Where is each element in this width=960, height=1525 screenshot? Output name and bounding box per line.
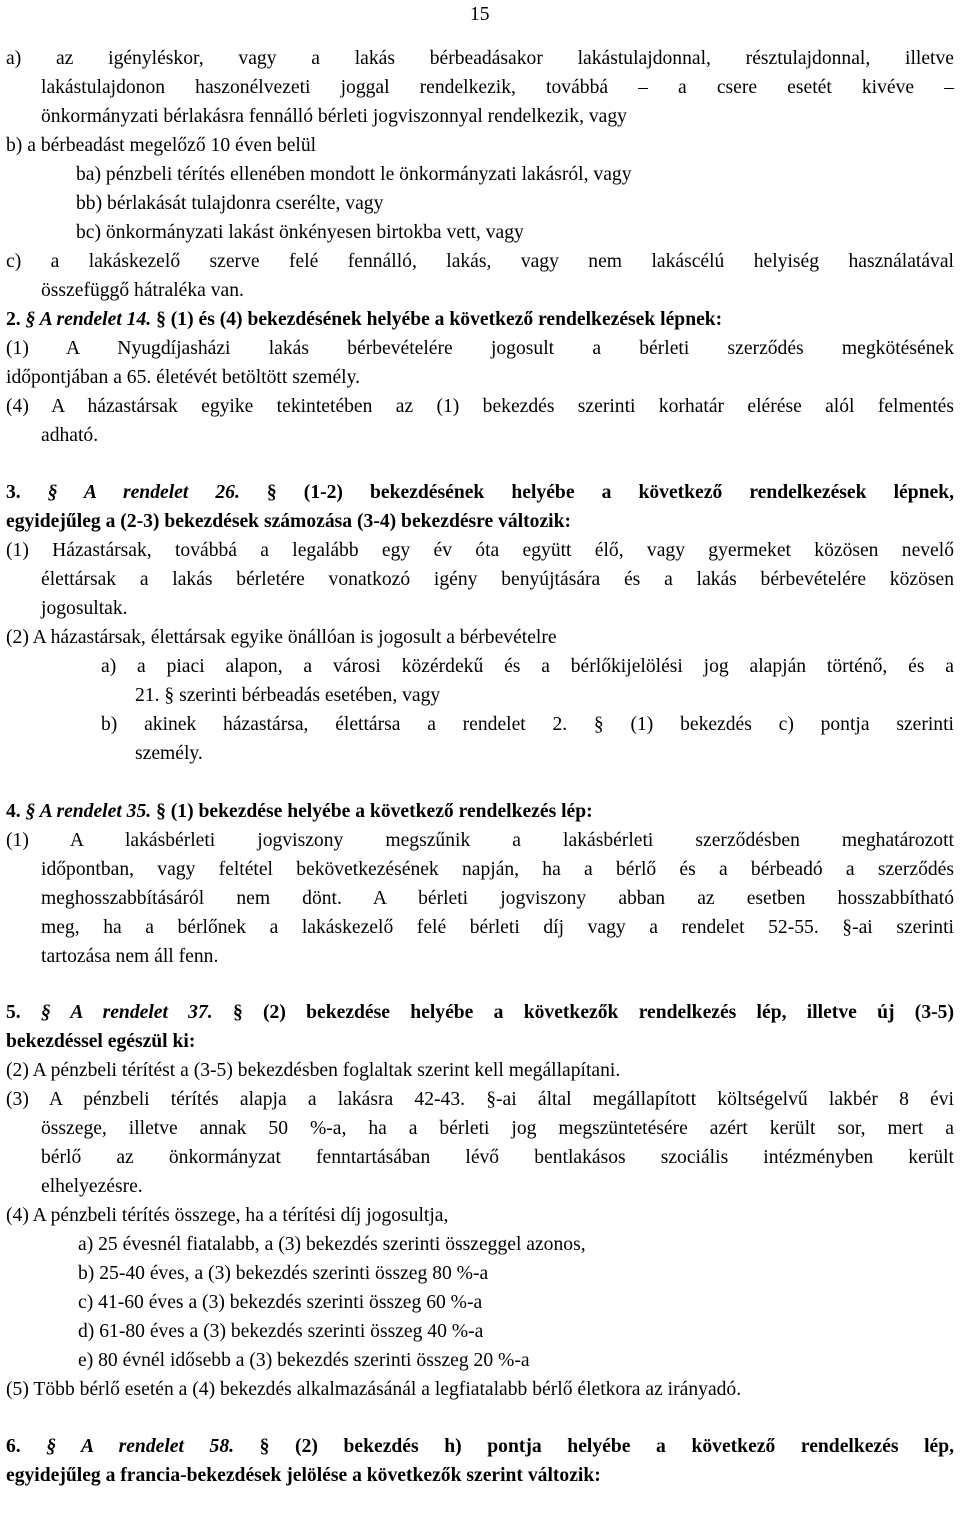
text-line: c) 41-60 éves a (3) bekezdés szerinti összeg 60 %-a — [78, 1292, 483, 1313]
text-line: személy. — [135, 743, 203, 764]
text-line: b) 25-40 éves, a (3) bekezdés szerinti összeg 80 %-a — [78, 1263, 489, 1284]
text-line: bb) bérlakását tulajdonra cserélte, vagy — [76, 193, 384, 214]
text-line: e) 80 évnél idősebb a (3) bekezdés szerinti összeg 20 %-a — [78, 1350, 530, 1371]
text-line: (4) A pénzbeli térítés összege, ha a térítési díj jogosultja, — [6, 1205, 449, 1226]
text-line: a) az igényléskor, vagy a lakás bérbeadásakor lakástulajdonnal, résztulajdonnal, illetve — [6, 48, 954, 69]
text-line: meghosszabbításáról nem dönt. A bérleti jogviszony abban az esetben hosszabbítható — [41, 888, 954, 909]
text-line: összege, illetve annak 50 %-a, ha a bérleti jog megszüntetésére azért került sor, mert a — [41, 1118, 954, 1139]
section-number: 6. — [6, 1436, 21, 1457]
section-number: 3. — [6, 482, 21, 503]
section-heading-text: § (1-2) bekezdésének helyébe a következő rendelkezések lépnek, — [266, 482, 954, 503]
text-line: (4) A házastársak egyike tekintetében az (1) bekezdés szerinti korhatár elérése alól felmentés — [6, 396, 954, 417]
section-heading-text: § (1) bekezdése helyébe a következő rendelkezés lép: — [156, 801, 593, 822]
text-line: a) a piaci alapon, a városi közérdekű és a bérlőkijelölési jog alapján történő, és a — [101, 656, 954, 677]
section-heading — [6, 797, 593, 826]
text-line: c) a lakáskezelő szerve felé fennálló, lakás, vagy nem lakáscélú helyiség használatával — [6, 251, 954, 272]
text-line: (3) A pénzbeli térítés alapja a lakásra 42-43. §-ai által megállapított költségelvű lakbér 8 évi — [6, 1089, 954, 1110]
text-line: meg, ha a bérlőnek a lakáskezelő felé bérleti díj vagy a rendelet 52-55. §-ai szerinti — [41, 917, 954, 938]
text-line: b) akinek házastársa, élettársa a rendelet 2. § (1) bekezdés c) pontja szerinti — [101, 714, 954, 735]
section-reference: § A rendelet 14. — [25, 309, 152, 330]
text-line: elhelyezésre. — [41, 1176, 143, 1197]
section-heading — [6, 998, 954, 1027]
text-line: ba) pénzbeli térítés ellenében mondott le önkormányzati lakásról, vagy — [76, 164, 632, 185]
text-line: élettársak a lakás bérletére vonatkozó igény benyújtására és a lakás bérbevételére közösen — [41, 569, 954, 590]
text-line: bekezdéssel egészül ki: — [6, 1031, 196, 1052]
text-line: bérlő az önkormányzat fenntartásában lévő bentlakásos szociális intézményben került — [41, 1147, 954, 1168]
text-line: (1) Házastársak, továbbá a legalább egy év óta együtt élő, vagy gyermeket közösen nevelő — [6, 540, 954, 561]
section-number: 2. — [6, 309, 21, 330]
text-line: egyidejűleg a francia-bekezdések jelölése a következők szerint változik: — [6, 1465, 601, 1486]
text-line: (1) A Nyugdíjasházi lakás bérbevételére jogosult a bérleti szerződés megkötésének — [6, 338, 954, 359]
text-line: egyidejűleg a (2-3) bekezdések számozása (3-4) bekezdésre változik: — [6, 511, 572, 532]
text-line: b) a bérbeadást megelőző 10 éven belül — [6, 135, 317, 156]
section-heading-text: § (1) és (4) bekezdésének helyébe a következő rendelkezések lépnek: — [156, 309, 723, 330]
text-line: jogosultak. — [41, 598, 128, 619]
section-heading-text: § (2) bekezdés h) pontja helyébe a következő rendelkezés lép, — [259, 1436, 955, 1457]
text-line: időpontban, vagy feltétel bekövetkezésének napján, ha a bérlő és a bérbeadó a szerződés — [41, 859, 954, 880]
section-heading — [6, 478, 954, 507]
section-heading-text: § (2) bekezdése helyébe a következők rendelkezés lép, illetve új (3-5) — [232, 1002, 954, 1023]
text-line: bc) önkormányzati lakást önkényesen birtokba vett, vagy — [76, 222, 524, 243]
section-heading — [6, 305, 722, 334]
section-reference: § A rendelet 37. — [40, 1002, 213, 1023]
text-line: önkormányzati bérlakásra fennálló bérleti jogviszonnyal rendelkezik, vagy — [41, 106, 627, 127]
text-line: időpontjában a 65. életévét betöltött személy. — [6, 367, 361, 388]
section-heading — [6, 1432, 954, 1461]
text-line: (5) Több bérlő esetén a (4) bekezdés alkalmazásánál a legfiatalabb bérlő életkora az irányadó. — [6, 1379, 742, 1400]
section-number: 5. — [6, 1002, 21, 1023]
text-line: (2) A házastársak, élettársak egyike önállóan is jogosult a bérbevételre — [6, 627, 557, 648]
section-reference: § A rendelet 26. — [47, 482, 240, 503]
text-line: adható. — [41, 425, 99, 446]
section-number: 4. — [6, 801, 21, 822]
text-line: (1) A lakásbérleti jogviszony megszűnik a lakásbérleti szerződésben meghatározott — [6, 830, 954, 851]
text-line: lakástulajdonon haszonélvezeti joggal rendelkezik, továbbá – a csere esetét kivéve – — [41, 77, 954, 98]
section-reference: § A rendelet 35. — [25, 801, 152, 822]
text-line: tartozása nem áll fenn. — [41, 946, 219, 967]
text-line: a) 25 évesnél fiatalabb, a (3) bekezdés szerinti összeggel azonos, — [78, 1234, 586, 1255]
section-reference: § A rendelet 58. — [46, 1436, 235, 1457]
text-line: összefüggő hátraléka van. — [41, 280, 244, 301]
page-number: 15 — [470, 4, 490, 25]
text-line: 21. § szerinti bérbeadás esetében, vagy — [135, 685, 441, 706]
text-line: (2) A pénzbeli térítést a (3-5) bekezdésben foglaltak szerint kell megállapítani. — [6, 1060, 621, 1081]
text-line: d) 61-80 éves a (3) bekezdés szerinti összeg 40 %-a — [78, 1321, 484, 1342]
